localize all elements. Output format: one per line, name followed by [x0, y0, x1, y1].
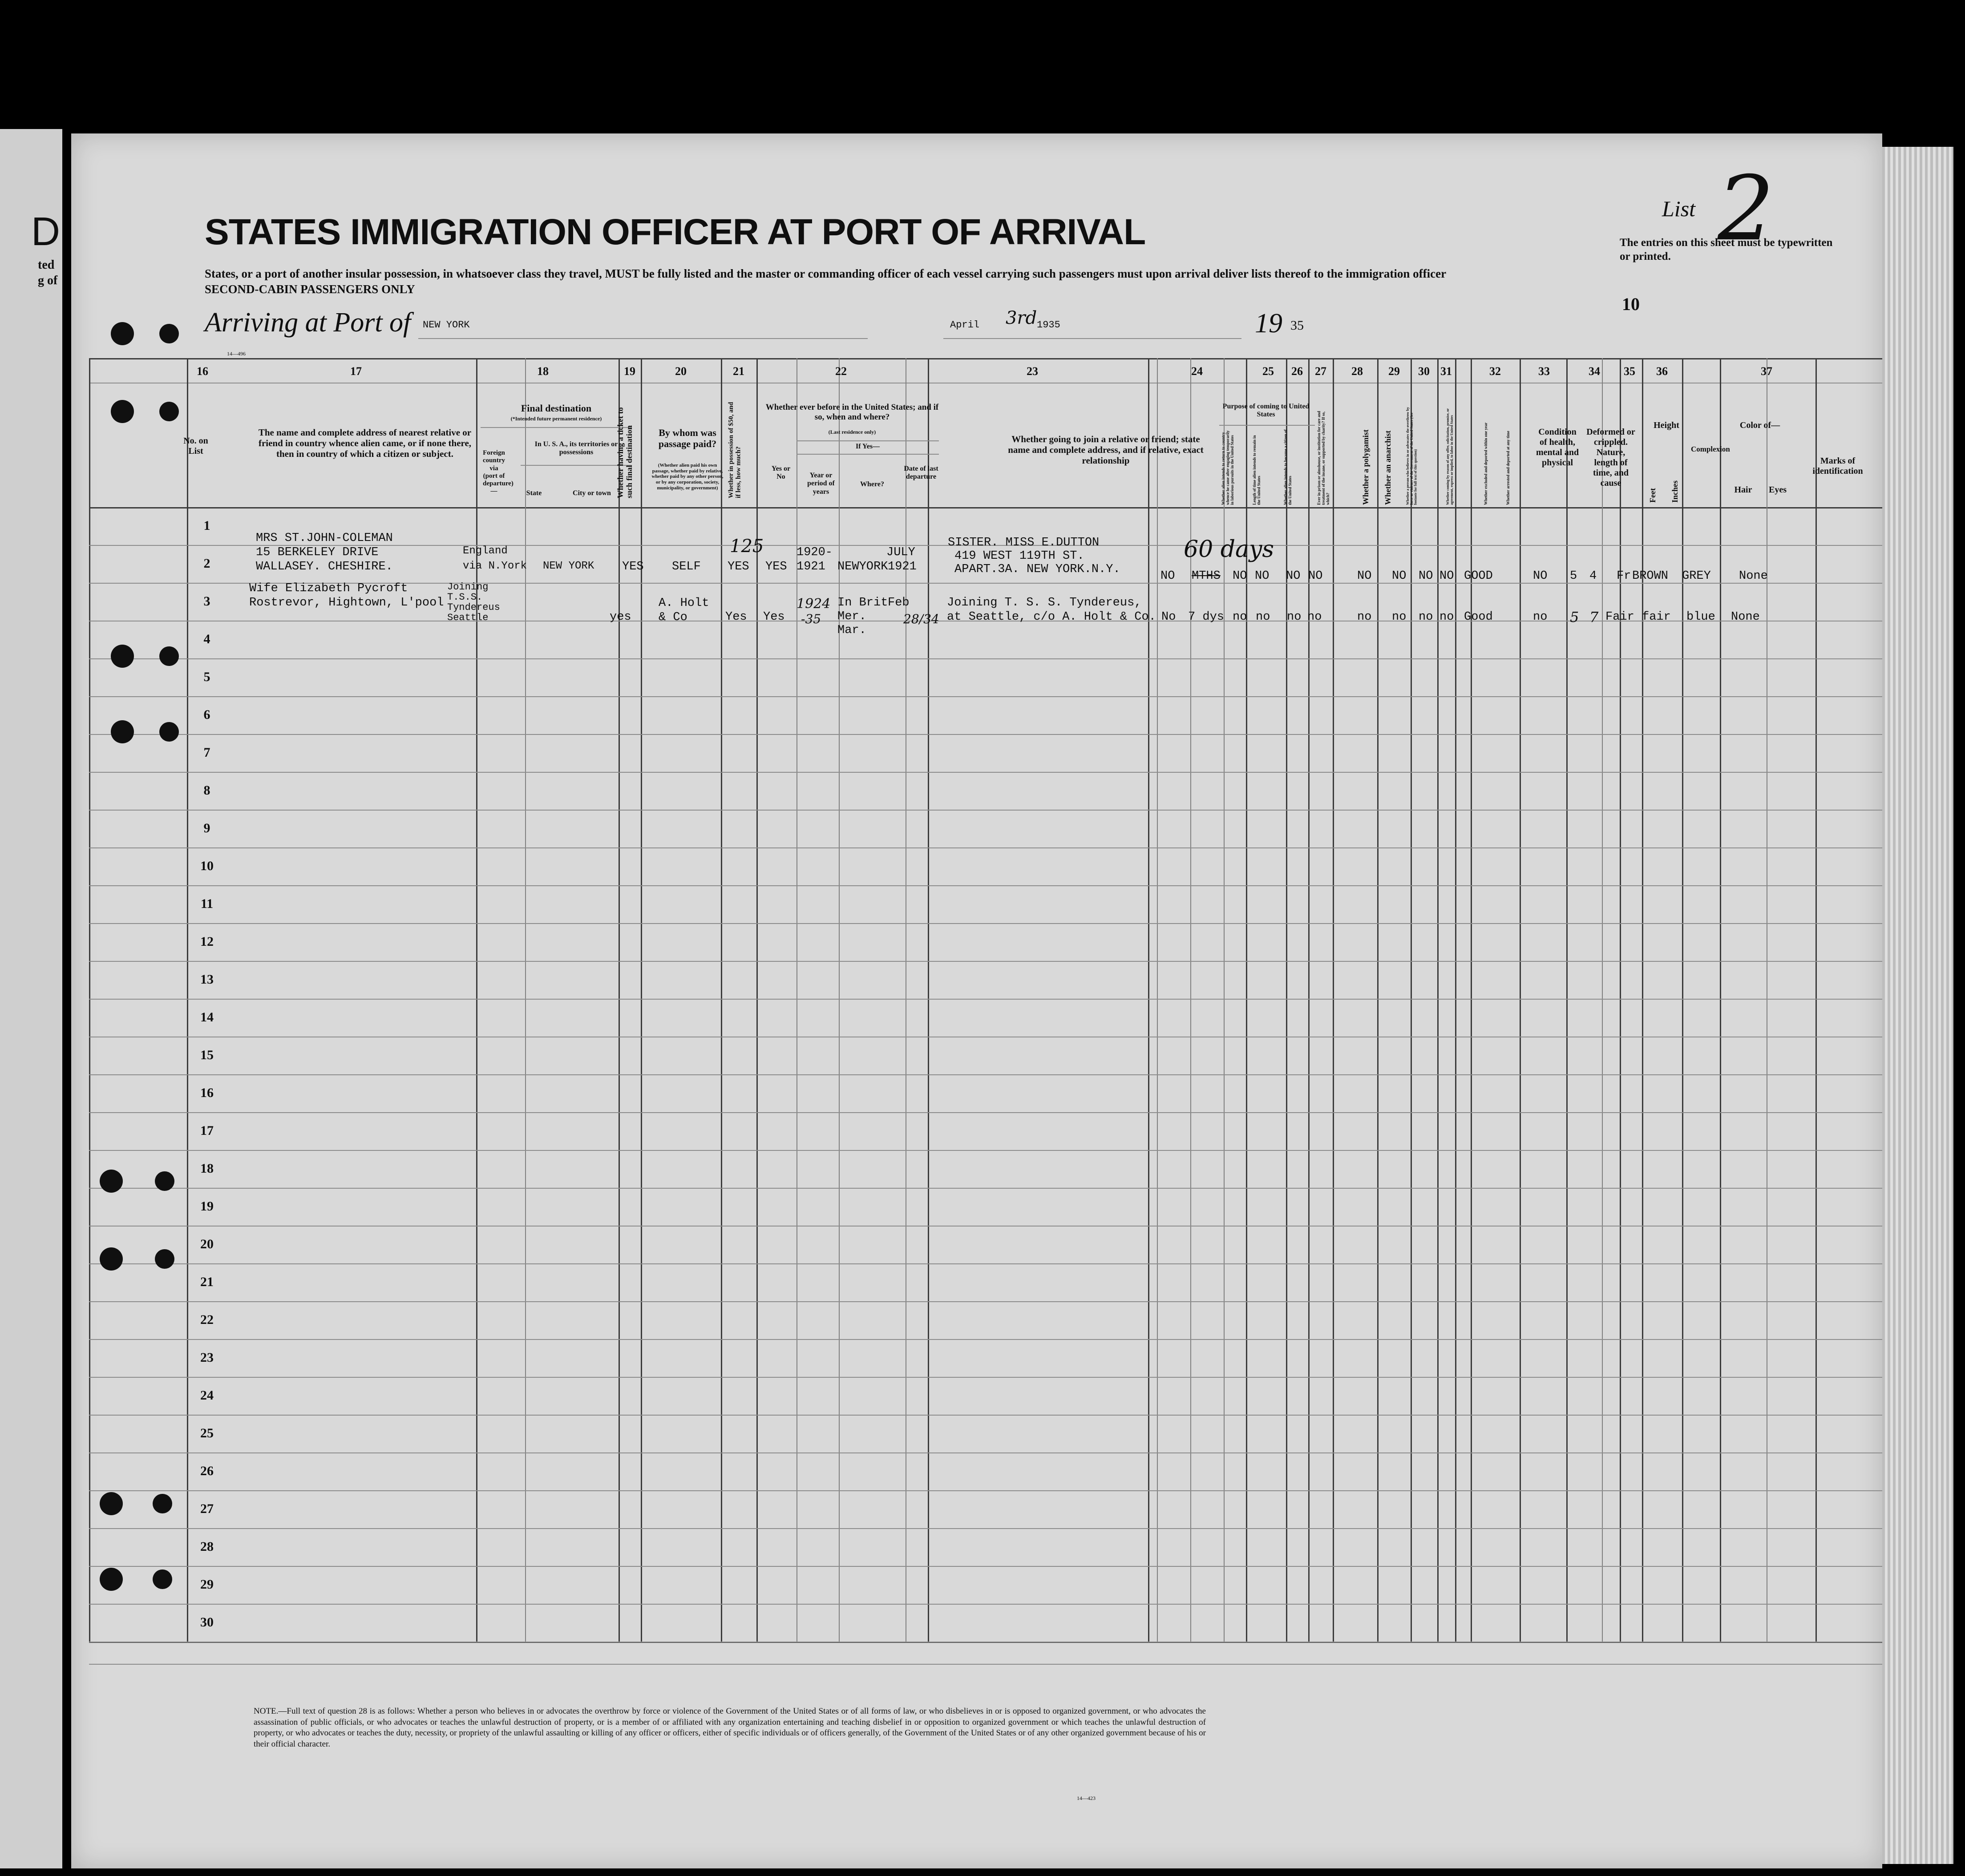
row1-fifty: 125: [730, 536, 764, 557]
port-name: NEW YORK: [423, 319, 470, 331]
row1-polygamist: NO: [1286, 569, 1301, 583]
column-number: 19: [624, 365, 635, 378]
row-rule: [89, 1528, 1882, 1529]
col-header-yes-no: Yes or No: [771, 465, 791, 481]
row-number: 12: [200, 934, 214, 949]
row2-complexion: Fair: [1605, 610, 1634, 624]
column-divider: [1566, 358, 1568, 1642]
row2-ticket: yes: [610, 610, 631, 624]
row-number: 6: [203, 707, 210, 722]
row1-relative-line1: MRS ST.JOHN-COLEMAN: [256, 532, 393, 545]
row-number: 1: [203, 518, 210, 533]
row1-complexion: Fr: [1617, 569, 1631, 583]
manifest-sheet: [71, 133, 1882, 1868]
row2-fifty: Yes: [725, 610, 747, 624]
column-divider: [1308, 358, 1310, 1642]
column-number: 26: [1291, 365, 1303, 378]
row2-deformed: no: [1533, 610, 1548, 624]
row2-q29: no: [1392, 610, 1407, 624]
row-rule: [89, 1112, 1882, 1113]
row1-years-2: 1921: [797, 560, 825, 573]
column-divider: [928, 358, 929, 1642]
row1-q31: NO: [1439, 569, 1454, 583]
if-yes-rule: [797, 440, 939, 441]
col-header-nearest-relative: The name and complete address of nearest relative or friend in country whence alien came, or if none there, then in country of which a citizen or subject.: [258, 427, 472, 460]
row-number: 2: [203, 556, 210, 571]
row-number: 21: [200, 1275, 214, 1289]
row-rule: [89, 734, 1882, 735]
row1-eyes: GREY: [1682, 569, 1711, 583]
column-divider: [187, 358, 188, 1642]
column-divider: [1815, 358, 1817, 1642]
arriving-label: Arriving at Port of: [205, 307, 411, 338]
date-underline: [943, 338, 1241, 339]
punch-hole: [159, 402, 179, 421]
col-header-eyes: Eyes: [1769, 485, 1787, 495]
column-divider: [1682, 358, 1683, 1642]
col-header-color-of: Color of—: [1739, 420, 1780, 430]
row2-polygamist: no: [1287, 610, 1302, 624]
row-number: 9: [203, 821, 210, 835]
row-number: 4: [203, 632, 210, 646]
row-number: 10: [200, 859, 214, 873]
col-header-inches: Inches: [1670, 480, 1679, 503]
row1-q29: NO: [1392, 569, 1407, 583]
header-bottom-rule: [89, 507, 1882, 508]
row-rule: [89, 1452, 1882, 1453]
row2-anarchist: no: [1307, 610, 1322, 624]
punch-hole: [159, 324, 179, 343]
row2-years-1: 1924: [797, 596, 831, 612]
col-header-q29: Whether coming by reason of any offer, solicitation, promise, or agreement, express or implied, to labor in the United States: [1446, 408, 1454, 505]
column-divider: [721, 358, 722, 1642]
row-number: 16: [200, 1085, 214, 1100]
row-number: 30: [200, 1615, 214, 1630]
col-header-by-whom-note: (Whether alien paid his own passage, whether paid by relative, whether paid by any other person, or by any corporation, society, municipality, or government): [651, 463, 724, 491]
column-divider: [89, 358, 90, 1642]
list-typewritten-note: The entries on this sheet must be typewritten or printed.: [1620, 237, 1833, 263]
form-intro: States, or a port of another insular possession, in whatsoever class they travel, MUST be fully listed and the master or commanding officer of each vessel carrying such passengers must upon arrival deliver lists thereof to the immigration officer: [205, 267, 1447, 280]
column-number: 21: [733, 365, 744, 378]
column-divider: [1720, 358, 1721, 1642]
column-divider: [1286, 358, 1287, 1642]
row1-purpose-b-handwritten: 60 days: [1184, 536, 1274, 563]
row-rule: [89, 1490, 1882, 1491]
row-number: 15: [200, 1048, 214, 1062]
row-rule: [89, 923, 1882, 924]
column-divider: [1602, 358, 1603, 1642]
row-number: 11: [200, 896, 214, 911]
row-number: 24: [200, 1388, 214, 1403]
column-divider: [1520, 358, 1521, 1642]
row-rule: [89, 1604, 1882, 1605]
left-margin-fragment-2: g of: [38, 274, 58, 287]
col-header-if-yes: If Yes—: [855, 443, 880, 450]
punch-hole: [159, 722, 179, 742]
row1-anarchist: NO: [1308, 569, 1323, 583]
column-divider: [1642, 358, 1643, 1642]
column-divider: [1620, 358, 1621, 1642]
row1-state: NEW YORK: [543, 560, 594, 572]
arrival-year-typed: 1935: [1037, 319, 1060, 331]
column-number: 16: [197, 365, 208, 378]
row2-foreign-country: Joining T.S.S. Tyndereus Seattle: [447, 581, 500, 624]
column-number: 28: [1351, 365, 1363, 378]
punch-hole: [100, 1492, 123, 1515]
form-code-bottom: 14—423: [1077, 1795, 1096, 1801]
row2-prison: no: [1256, 610, 1270, 624]
col-header-condition: Condition of health, mental and physical: [1536, 427, 1579, 468]
punch-hole: [100, 1568, 123, 1591]
row-rule: [89, 1301, 1882, 1302]
arrival-month: April: [950, 319, 980, 331]
row-number: 25: [200, 1426, 214, 1440]
purpose-rule: [1219, 425, 1315, 426]
row-number: 20: [200, 1237, 214, 1251]
column-number: 27: [1315, 365, 1326, 378]
row1-inches: 4: [1589, 569, 1597, 583]
punch-hole: [100, 1170, 123, 1193]
row-number: 13: [200, 972, 214, 987]
punch-hole: [111, 400, 134, 423]
row1-purpose-b: MTHS: [1192, 569, 1221, 583]
row2-hair: fair: [1642, 610, 1671, 624]
column-number: 29: [1388, 365, 1400, 378]
punch-hole: [100, 1247, 123, 1271]
col-header-date-last-departure: Date of last departure: [904, 465, 938, 481]
row-number: 8: [203, 783, 210, 798]
column-divider: [641, 358, 642, 1642]
row2-where: In Brit Mer. Mar.: [837, 596, 888, 637]
row-rule: [89, 1339, 1882, 1340]
col-header-ticket: Whether having a ticket to such final destination: [616, 407, 634, 498]
punch-hole: [111, 645, 134, 668]
col-header-final-destination: Final destination: [521, 403, 592, 414]
row-number: 26: [200, 1464, 214, 1478]
form-code-top: 14—496: [227, 351, 246, 357]
col-header-where: Where?: [860, 480, 884, 488]
row-number: 19: [200, 1199, 214, 1214]
row-rule: [89, 999, 1882, 1000]
row-number: 27: [200, 1501, 214, 1516]
col-header-by-whom: By whom was passage paid?: [658, 427, 717, 450]
column-divider: [1455, 358, 1456, 1642]
row1-condition: GOOD: [1464, 569, 1493, 583]
column-number: 36: [1656, 365, 1668, 378]
column-divider: [1377, 358, 1379, 1642]
col-header-purpose-a: Whether alien intends to return to country whence he came after engaging temporarily in laborious pursuits in the United States: [1221, 430, 1234, 505]
row2-joining-line2: at Seattle, c/o A. Holt & Co.: [947, 610, 1156, 624]
row1-q28: NO: [1357, 569, 1372, 583]
column-divider: [1471, 358, 1472, 1642]
col-header-purpose-b: Length of time alien intends to remain in the United States: [1252, 435, 1261, 505]
row-number: 29: [200, 1577, 214, 1592]
col-header-fifty-dollars: Whether in possession of $50, and if less, how much?: [728, 402, 742, 498]
col-header-marks: Marks of identification: [1812, 456, 1863, 476]
column-divider: [839, 358, 840, 1642]
row2-purpose-c: no: [1233, 610, 1247, 624]
column-number: 37: [1761, 365, 1772, 378]
row-rule: [89, 1150, 1882, 1151]
row2-q28: no: [1357, 610, 1372, 624]
sheet-bottom-rule: [89, 1664, 1882, 1665]
col-header-city: City or town: [573, 489, 611, 497]
row2-marks: None: [1731, 610, 1760, 624]
row2-joining-line1: Joining T. S. S. Tyndereus,: [947, 596, 1142, 609]
row2-q30: no: [1419, 610, 1433, 624]
column-number: 23: [1027, 365, 1038, 378]
col-header-purpose: Purpose of coming to United States: [1222, 403, 1310, 419]
column-divider: [1411, 358, 1412, 1642]
column-number: 35: [1624, 365, 1635, 378]
column-number: 33: [1538, 365, 1550, 378]
row1-q30: NO: [1419, 569, 1433, 583]
column-number: 34: [1589, 365, 1600, 378]
row-number: 14: [200, 1010, 214, 1025]
arrival-day: 3rd: [1006, 308, 1037, 328]
column-number: 24: [1191, 365, 1203, 378]
row2-departure-1: Feb: [888, 596, 910, 609]
row1-hair: BROWN: [1632, 569, 1669, 583]
col-header-purpose-c: Whether alien intends to become a citizen of the United States: [1283, 429, 1292, 505]
row-rule: [89, 847, 1882, 848]
col-header-foreign-country: Foreign country via (port of departure)—: [483, 449, 513, 495]
col-header-joining-relative: Whether going to join a relative or friend; state name and complete address, and if relative, exact relationship: [1008, 434, 1204, 466]
row2-condition: Good: [1464, 610, 1493, 624]
column-divider: [1333, 358, 1334, 1642]
row2-purpose-a: No: [1161, 610, 1176, 624]
row2-q31: no: [1439, 610, 1454, 624]
row2-ever-before: Yes: [763, 610, 785, 624]
row-rule: [89, 1377, 1882, 1378]
row1-prison: NO: [1255, 569, 1270, 583]
col-header-final-destination-note: (*Intended future permanent residence): [510, 416, 602, 422]
column-divider: [619, 358, 620, 1642]
row-rule: [89, 1263, 1882, 1264]
row-number: 5: [203, 670, 210, 684]
column-number: 20: [675, 365, 687, 378]
row-number: 7: [203, 745, 210, 760]
stacked-page-edges: [1882, 147, 1953, 1864]
punch-hole: [153, 1569, 172, 1589]
row1-years-1: 1920-: [797, 546, 833, 559]
previous-sheet-edge: [0, 129, 62, 1868]
row1-foreign-country: England: [463, 545, 508, 557]
col-header-in-usa: In U. S. A., its territories or possessions: [534, 440, 618, 456]
punch-hole: [111, 720, 134, 743]
col-header-complexion: Complexion: [1691, 445, 1730, 453]
column-divider: [1437, 358, 1439, 1642]
col-header-no-on-list: No. on List: [183, 436, 208, 456]
row1-joining-line2: 419 WEST 119TH ST.: [954, 549, 1084, 563]
row-rule: [89, 658, 1882, 659]
row1-departure-1: JULY: [886, 546, 915, 559]
row-number: 17: [200, 1123, 214, 1138]
column-divider: [525, 358, 526, 1642]
column-number: 22: [835, 365, 847, 378]
row1-feet: 5: [1570, 569, 1577, 583]
column-number: 32: [1489, 365, 1501, 378]
row-rule: [89, 1188, 1882, 1189]
col-header-q28: Whether a person who believes in or advocates the overthrow by force or violence of the Government of the United States (See footnote for full text of this question): [1406, 407, 1418, 505]
punch-hole: [159, 646, 179, 666]
row1-departure-2: 1921: [888, 560, 917, 573]
row-rule: [89, 1566, 1882, 1567]
row2-departure-2: 28/34: [903, 612, 939, 626]
row1-via: via N.York: [463, 560, 527, 572]
year-prefix: 19: [1255, 308, 1282, 339]
in-usa-rule: [521, 465, 632, 466]
row-number: 28: [200, 1539, 214, 1554]
col-header-before-in-us: Whether ever before in the United States; and if so, when and where?: [765, 403, 939, 422]
row2-relative-line2: Rostrevor, Hightown, L'pool: [249, 596, 444, 609]
if-yes-bottom-rule: [797, 454, 939, 455]
port-underline: [418, 338, 868, 339]
col-header-q31: Whether arrested and deported at any time: [1506, 431, 1510, 505]
row2-inches: 7: [1589, 609, 1599, 625]
row1-fifty-yes: YES: [728, 560, 749, 573]
row1-by-whom: SELF: [672, 560, 701, 573]
row2-by-whom: A. Holt & Co: [659, 597, 709, 625]
row-rule: [89, 885, 1882, 886]
row2-feet: 5: [1570, 609, 1579, 625]
column-number: 31: [1440, 365, 1452, 378]
row1-ever-before: YES: [765, 560, 787, 573]
row-number: 3: [203, 594, 210, 609]
list-number: 2: [1718, 157, 1775, 261]
row2-purpose-b: 7 dys: [1188, 610, 1225, 624]
column-divider: [1148, 358, 1149, 1642]
column-number: 18: [537, 365, 549, 378]
row-rule: [89, 1074, 1882, 1075]
row2-years-2: -35: [801, 612, 821, 626]
sheet-number: 10: [1622, 294, 1640, 314]
row1-relative-line3: WALLASEY. CHESHIRE.: [256, 560, 393, 573]
col-header-polygamist: Whether a polygamist: [1361, 429, 1370, 505]
row1-joining-line1: SISTER. MISS E.DUTTON: [948, 536, 1100, 549]
column-divider: [1157, 358, 1158, 1642]
col-header-deformed: Deformed or crippled. Nature, length of time, and cause: [1586, 427, 1635, 488]
column-number: 25: [1262, 365, 1274, 378]
row-number: 18: [200, 1161, 214, 1176]
punch-hole: [111, 322, 134, 345]
punch-hole: [155, 1171, 174, 1191]
row-rule: [89, 961, 1882, 962]
col-header-q30: Whether excluded and deported within one year: [1484, 422, 1488, 505]
table-top-rule: [89, 358, 1882, 359]
row1-joining-line3: APART.3A. NEW YORK.N.Y.: [954, 563, 1120, 576]
row-rule: [89, 696, 1882, 697]
column-number: 17: [350, 365, 362, 378]
row1-marks: None: [1739, 569, 1768, 583]
row-rule: [89, 810, 1882, 811]
col-header-prison: Ever in prison or almshouse, or institution for care and treatment of the insane, or supported by charity? If so, which?: [1317, 411, 1330, 505]
row1-relative-line2: 15 BERKELEY DRIVE: [256, 546, 379, 559]
row-number: 23: [200, 1350, 214, 1365]
row1-deformed: NO: [1533, 569, 1548, 583]
column-number: 30: [1418, 365, 1430, 378]
row-rule: [89, 1415, 1882, 1416]
left-margin-fragment-1: ted: [38, 258, 55, 272]
col-header-state: State: [526, 489, 542, 497]
footnote-q28: NOTE.—Full text of question 28 is as follows: Whether a person who believes in or advocates the overthrow by force or violence of the Government of the United States or of all forms of law, or who disbelieves in or is opposed to organized government, or who advocates the assassination of public officials, or who advocates or teaches the unlawful destruction of property, or is a member of or affiliated with any organization entertaining and teaching disbelief in or opposition to organized government or which teaches the unlawful destruction of property, or who advocates or teaches the duty, necessity, or propriety of the unlawful assaulting or killing of any officer or officers, either of specific individuals or of officers generally, of the Government of the United States or of any other organized government because of his or their official character.: [254, 1707, 1206, 1749]
col-header-height: Height: [1654, 420, 1679, 430]
year-suffix: 35: [1290, 318, 1304, 333]
col-header-hair: Hair: [1734, 485, 1752, 495]
col-header-last-residence: (Last residence only): [828, 429, 876, 435]
row-rule: [89, 772, 1882, 773]
second-cabin-label: SECOND-CABIN PASSENGERS ONLY: [205, 282, 415, 296]
list-label: List: [1662, 196, 1696, 221]
col-header-feet: Feet: [1648, 488, 1657, 503]
form-title: STATES IMMIGRATION OFFICER AT PORT OF ARRIVAL: [205, 212, 1146, 252]
col-header-year-period: Year or period of years: [807, 472, 835, 496]
row1-purpose-a: NO: [1160, 569, 1175, 583]
punch-hole: [153, 1494, 172, 1513]
punch-hole: [155, 1249, 174, 1269]
left-margin-letter: D: [31, 210, 60, 254]
row2-relative-line1: Wife Elizabeth Pycroft: [249, 582, 408, 595]
row2-eyes: blue: [1686, 610, 1715, 624]
row1-where: NEWYORK: [837, 560, 888, 573]
final-destination-rule: [481, 427, 632, 428]
row1-purpose-c: NO: [1233, 569, 1247, 583]
row-number: 22: [200, 1312, 214, 1327]
row1-ticket: YES: [622, 560, 644, 573]
col-header-anarchist: Whether an anarchist: [1383, 430, 1392, 505]
